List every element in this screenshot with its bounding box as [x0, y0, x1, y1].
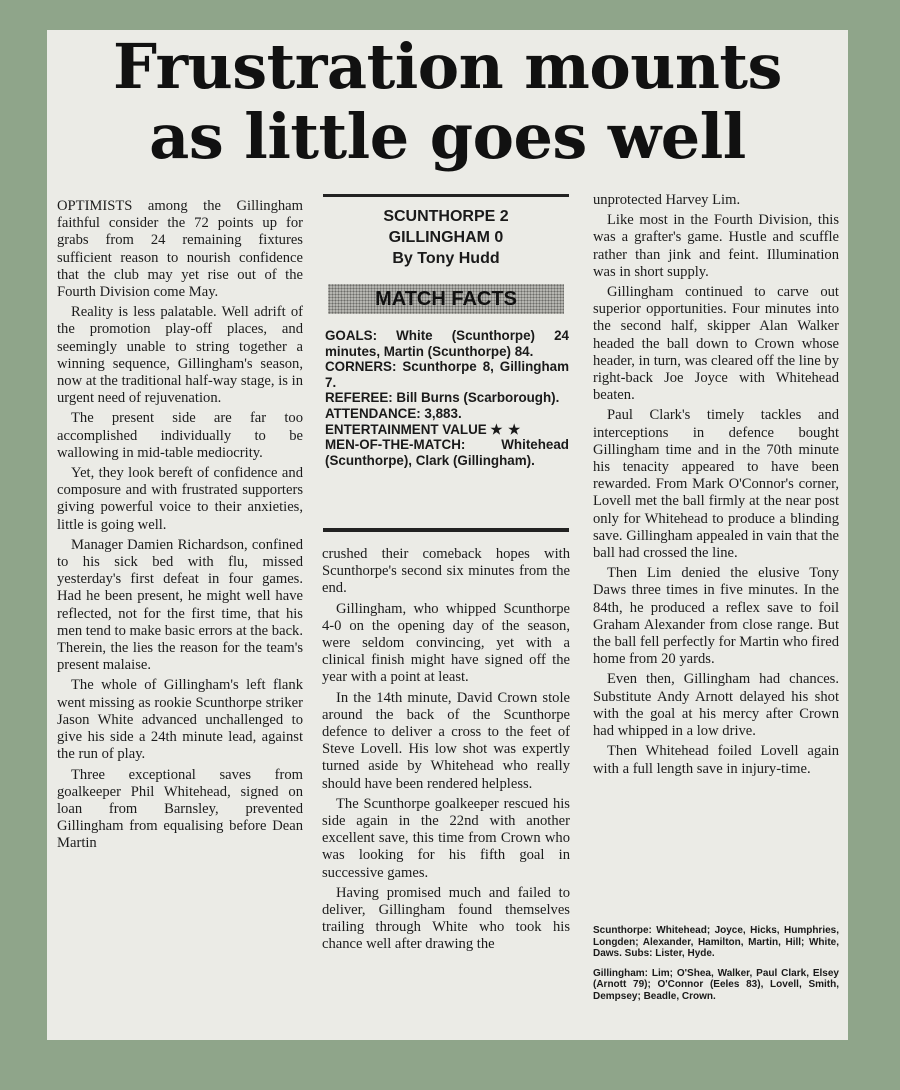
headline-line-2: as little goes well — [149, 100, 746, 173]
paragraph: The whole of Gillingham's left flank went missing as rookie Scunthorpe striker Jason White advanced unchallenged to give his side a 24th minute lead, against the run of play. — [57, 677, 303, 763]
paragraph: Gillingham, who whipped Scunthorpe 4-0 on the opening day of the season, were seldom convincing, yet with a clinical finish might have signed off the year with a point at least. — [322, 600, 570, 686]
match-facts-box — [323, 192, 569, 534]
star-rating-icon: ★ ★ — [490, 421, 522, 437]
paragraph: Paul Clark's timely tackles and interceptions in defence bought Gillingham time and in the 70th minute his tenacity appeared to have been rewarded. From Mark O'Connor's corner, Lovell met the ball firmly at the near post only for Whitehead to produce a blinding save. Gillingham appealed in vain that the ball had crossed the line. — [593, 407, 839, 562]
headline-line-1: Frustration mounts — [113, 30, 782, 103]
score-away: GILLINGHAM 0 — [388, 229, 504, 246]
paragraph: unprotected Harvey Lim. — [593, 192, 741, 208]
headline — [47, 32, 848, 172]
paragraph: Then Lim denied the elusive Tony Daws three times in five minutes. In the 84th, he produced a reflex save to foil Graham Alexander from close range. But the ball fell perfectly for Martin who fired home from 20 yards. — [593, 565, 839, 668]
match-facts-banner: MATCH FACTS — [328, 284, 564, 314]
paragraph: The present side are far too accomplished individually to be wallowing in mid-table mediocrity. — [57, 410, 303, 461]
paragraph: crushed their comeback hopes with Scunthorpe's second six minutes from the end. — [322, 546, 570, 597]
team-lineups — [593, 925, 839, 1011]
paragraph: The Scunthorpe goalkeeper rescued his side again in the 22nd with another excellent save, this time from Crown who was looking for his fifth goal in successive games. — [322, 795, 570, 881]
paragraph: In the 14th minute, David Crown stole around the back of the Scunthorpe defence to deliver a cross to the feet of Steve Lovell. His low shot was expertly turned aside by Whitehead who really should have been rendered helpless. — [322, 689, 570, 792]
article-column-1 — [57, 198, 303, 856]
paragraph: Even then, Gillingham had chances. Substitute Andy Arnott delayed his shot with the goal at his mercy after Crown had whipped in a low drive. — [593, 671, 839, 740]
fact-corners: CORNERS: Scunthorpe 8, Gillingham 7. — [325, 359, 569, 390]
scoreline — [323, 206, 569, 269]
lineup-scunthorpe: Scunthorpe: Whitehead; Joyce, Hicks, Humphries, Longden; Alexander, Hamilton, Martin, Hill; White, Daws. Subs: Lister, Hyde. — [593, 925, 839, 960]
paragraph: OPTIMISTS among the Gillingham faithful consider the 72 points up for grabs from 24 remaining fixtures sufficient reason to nourish confidence that the club may yet rise out of the Fourth Division come May. — [57, 198, 303, 301]
score-home: SCUNTHORPE 2 — [383, 208, 509, 225]
article-column-3 — [593, 192, 839, 781]
fact-entertainment — [325, 422, 569, 438]
paragraph: Having promised much and failed to deliver, Gillingham found themselves trailing through White who took his chance well after drawing the — [322, 884, 570, 953]
newspaper-clipping — [47, 30, 848, 1040]
paragraph: Then Whitehead foiled Lovell again with a full length save in injury-time. — [593, 743, 839, 777]
paragraph: Reality is less palatable. Well adrift of the promotion play-off places, and seemingly unable to string together a winning sequence, Gillingham's season, now at the traditional half-way stage, is in urgent need of rejuvenation. — [57, 304, 303, 407]
article-column-2 — [322, 546, 570, 957]
fact-men-of-match: MEN-OF-THE-MATCH: Whitehead (Scunthorpe), Clark (Gillingham). — [325, 437, 569, 468]
paragraph: Yet, they look bereft of confidence and composure and with frustrated supporters giving powerful voice to their anxieties, little is going well. — [57, 465, 303, 533]
match-facts-list — [325, 328, 569, 468]
paragraph: Gillingham continued to carve out superior opportunities. Four minutes into the second half, skipper Alan Walker headed the ball down to Crown whose header, in turn, was cleared off the line by right-back Joe Joyce with Whitehead beaten. — [593, 284, 839, 404]
entertainment-label: ENTERTAINMENT VALUE — [325, 421, 487, 437]
paragraph: Three exceptional saves from goalkeeper Phil Whitehead, signed on loan from Barnsley, prevented Gillingham from equalising before Dean Martin — [57, 766, 303, 852]
fact-referee: REFEREE: Bill Burns (Scarborough). — [325, 390, 560, 406]
byline: By Tony Hudd — [392, 250, 500, 267]
paragraph: Manager Damien Richardson, confined to his sick bed with flu, missed yesterday's first defeat in four games. Had he been present, he might well have reflected, not for the first time, that his men tend to make basic errors at the back. Therein, the lies the reason for the team's present malaise. — [57, 536, 303, 674]
fact-attendance: ATTENDANCE: 3,883. — [325, 405, 462, 421]
paragraph: Like most in the Fourth Division, this was a grafter's game. Hustle and scuffle rather than jink and feint. Illumination was in short supply. — [593, 212, 839, 280]
fact-goals: GOALS: White (Scunthorpe) 24 minutes, Martin (Scunthorpe) 84. — [325, 328, 569, 359]
facts-bottom-rule — [323, 528, 569, 532]
lineup-gillingham: Gillingham: Lim; O'Shea, Walker, Paul Clark, Elsey (Arnott 79); O'Connor (Eeles 83), Lovell, Smith, Dempsey; Beadle, Crown. — [593, 967, 839, 1002]
facts-top-rule — [323, 194, 569, 197]
